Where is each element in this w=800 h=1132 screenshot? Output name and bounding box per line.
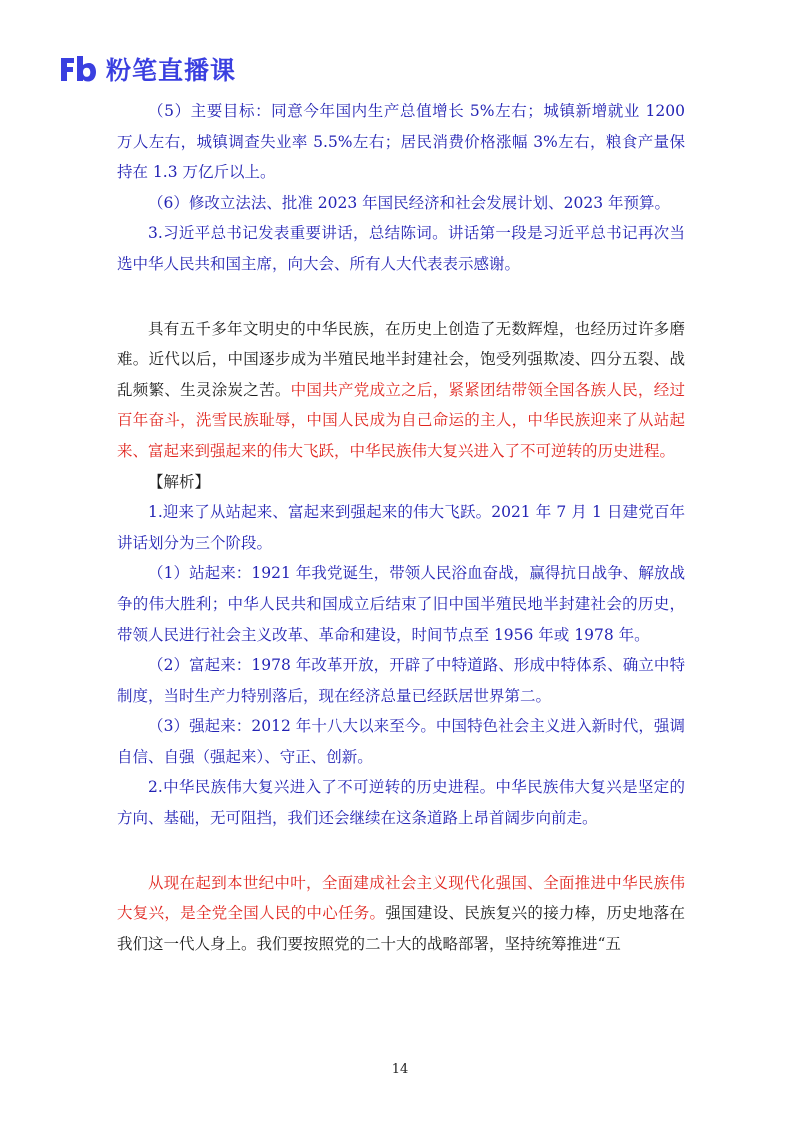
item-5-main-goals: （5）主要目标：同意今年国内生产总值增长 5%左右；城镇新增就业 1200 万人左右，城镇调查失业率 5.5%左右；居民消费价格涨幅 3%左右，粮食产量保持在 1.3 万亿斤以上。 [117, 102, 685, 182]
analysis-point-1-3: （3）强起来：2012 年十八大以来至今。中国特色社会主义进入新时代，强调自信、自强（强起来）、守正、创新。 [117, 717, 685, 766]
central-task-text: 强国建设、民族复兴的接力棒，历史地落在我们这一代人身上。我们要按照党的二十大的战略部署，坚持统筹推进“五 [117, 904, 685, 953]
brand-name: 粉笔直播课 [106, 56, 237, 85]
analysis-point-1: 1.迎来了从站起来、富起来到强起来的伟大飞跃。2021 年 7 月 1 日建党百年讲话划分为三个阶段。 [117, 503, 685, 552]
item-6-legislation: （6）修改立法法、批准 2023 年国民经济和社会发展计划、2023 年预算。 [148, 193, 671, 212]
page-number: 14 [391, 1062, 409, 1077]
point-3-speech: 3.习近平总书记发表重要讲话，总结陈词。讲话第一段是习近平总书记再次当选中华人民共和国主席，向大会、所有人大代表表示感谢。 [117, 224, 685, 273]
history-text: 具有五千多年文明史的中华民族，在历史上创造了无数辉煌，也经历过许多磨难。近代以后，中国逐步成为半殖民地半封建社会，饱受列强欺凌、四分五裂、战乱频繁、生灵涂炭之苦。 [117, 319, 685, 399]
central-task-highlight: 从现在起到本世纪中叶，全面建成社会主义现代化强国、全面推进中华民族伟大复兴，是全党全国人民的中心任务。 [117, 873, 685, 923]
brand-logo [58, 52, 236, 86]
paragraph-central-task [117, 868, 685, 960]
analysis-point-2: 2.中华民族伟大复兴进入了不可逆转的历史进程。中华民族伟大复兴是坚定的方向、基础，无可阻挡，我们还会继续在这条道路上昂首阔步向前走。 [117, 778, 685, 828]
history-highlight: 中国共产党成立之后，紧紧团结带领全国各族人民，经过百年奋斗，洗雪民族耻辱，中国人民成为自己命运的主人，中华民族迎来了从站起来、富起来到强起来的伟大飞跃，中华民族伟大复兴进入了不可逆转的历史进程。 [117, 380, 685, 460]
analysis-point-1-2: （2）富起来：1978 年改革开放，开辟了中特道路、形成中特体系、确立中特制度，当时生产力特别落后，现在经济总量已经跃居世界第二。 [117, 656, 685, 705]
fb-logo-icon [58, 54, 98, 84]
document-body [117, 96, 685, 959]
analysis-label: 【解析】 [148, 472, 211, 491]
paragraph-history [117, 314, 685, 467]
analysis-point-1-1: （1）站起来：1921 年我党诞生，带领人民浴血奋战，赢得抗日战争、解放战争的伟大胜利；中华人民共和国成立后结束了旧中国半殖民地半封建社会的历史，带领人民进行社会主义改革、革命和建设，时间节点至 1956 年或 1978 年。 [117, 564, 685, 644]
